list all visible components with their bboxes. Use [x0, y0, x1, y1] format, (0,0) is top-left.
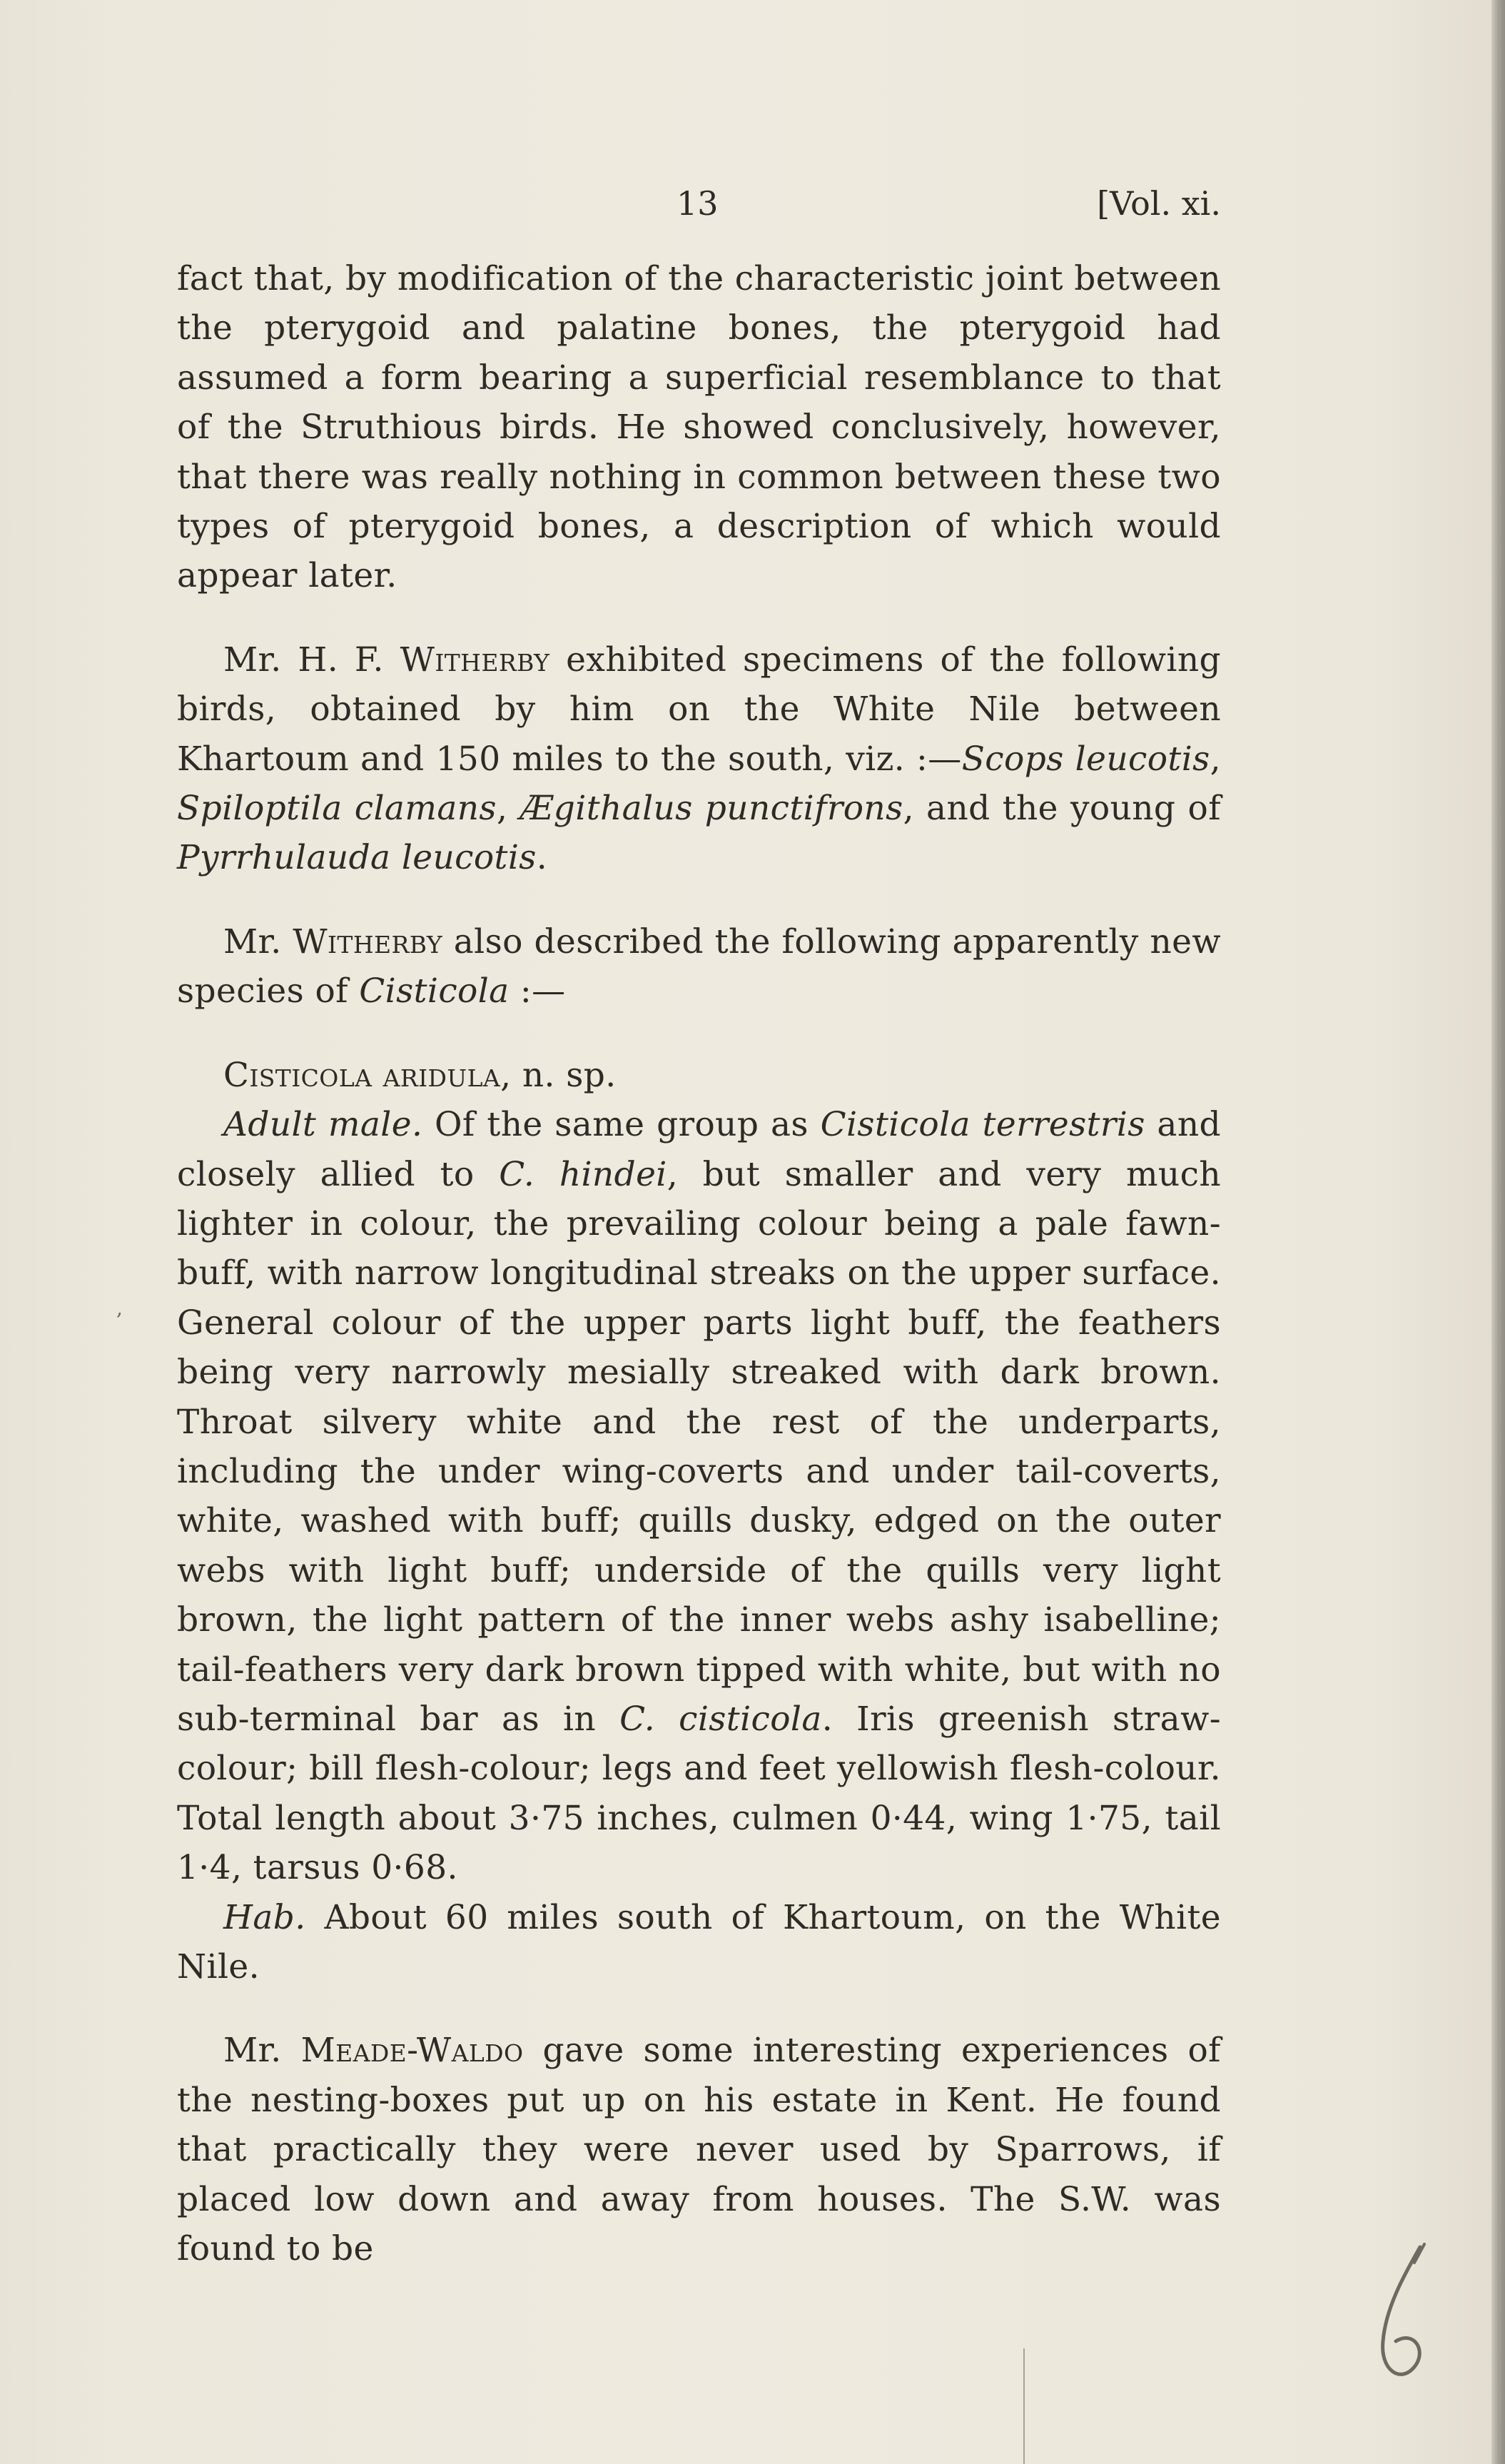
species-name: Ægithalus punctifrons	[520, 789, 903, 829]
text-run: Mr.	[223, 2031, 301, 2071]
species-heading	[177, 1051, 1221, 1100]
text-run: exhibited specimens of the following birds, obtained by him on the White Nile between Khartoum and 150 miles to the south, viz. :—	[177, 640, 1221, 779]
page-body	[177, 254, 1221, 2273]
paragraph-habitat	[177, 1893, 1221, 1992]
text-run: and closely allied to	[177, 1105, 1221, 1194]
species-name: C. cisticola	[619, 1699, 822, 1739]
handwritten-pencil-mark-icon	[1364, 2241, 1443, 2391]
text-run: About 60 miles south of Khartoum, on the White Nile.	[177, 1897, 1221, 1986]
person-name: Meade-Waldo	[300, 2031, 524, 2071]
text-run: Mr.	[223, 922, 293, 961]
person-name: Witherby	[400, 640, 550, 680]
margin-speck: ,	[116, 1296, 123, 1320]
page-edge	[1491, 0, 1505, 2464]
text-run: , n. sp.	[500, 1055, 617, 1095]
text-run: ,	[496, 789, 520, 829]
text-run: .	[536, 838, 548, 878]
text-run: , but smaller and very much lighter in colour, the prevailing colour being a pale fawn-buff, with narrow longitudinal streaks on the upper surface. General colour of the upper parts light buff, the feathers being very narrowly mesially streaked with dark brown. Throat silvery white and the rest of the underparts, including the under wing-coverts and under tail-coverts, white, washed with buff; quills dusky, edged on the outer webs with light buff; underside of the quills very light brown, the light pattern of the inner webs ashy isabelline; tail-feathers very dark brown tipped with white, but with no sub-terminal bar as in	[177, 1154, 1221, 1739]
species-heading-name: Cisticola aridula	[223, 1055, 501, 1095]
text-run: . Iris greenish straw-colour; bill flesh-colour; legs and feet yellowish flesh-colour. Total length about 3·75 inches, culmen 0·44, wing 1·75, tail 1·4, tarsus 0·68.	[177, 1699, 1221, 1888]
text-run: Of the same group as	[422, 1105, 821, 1145]
text-run: Mr. H. F.	[223, 640, 400, 680]
text-run: gave some interesting experiences of the nesting-boxes put up on his estate in Kent. He found that practically they were never used by Sparrows, if placed low down and away from houses. The S.W. was found to be	[177, 2031, 1221, 2269]
habitat-lead: Hab.	[223, 1897, 306, 1937]
paragraph-species-description	[177, 1100, 1221, 1893]
paragraph-nesting-boxes	[177, 2026, 1221, 2273]
genus-name: Cisticola	[359, 971, 510, 1011]
paragraph-witherby-specimens	[177, 635, 1221, 883]
page-number: 13	[677, 184, 719, 223]
paragraph-pterygoid-conclusion: fact that, by modification of the characteristic joint between the pterygoid and palatine bones, the pterygoid had assumed a form bearing a superficial resemblance to that of the Struthious birds. He showed conclusively, however, that there was really nothing in common between these two types of pterygoid bones, a description of which would appear later.	[177, 259, 1221, 596]
running-header	[177, 184, 1221, 227]
species-name: Cisticola terrestris	[820, 1105, 1145, 1145]
species-name: Scops leucotis	[961, 739, 1210, 779]
text-run: also described the following apparently new species of	[177, 922, 1221, 1011]
paper-crease	[1023, 2348, 1025, 2464]
person-name: Witherby	[293, 922, 443, 961]
volume-label: [Vol. xi.	[1097, 184, 1221, 223]
text-run: :—	[509, 971, 566, 1011]
paragraph-new-species-intro	[177, 917, 1221, 1016]
text-run: ,	[1210, 739, 1221, 779]
species-name: Pyrrhulauda leucotis	[177, 838, 537, 878]
species-name: Spiloptila clamans	[177, 789, 497, 829]
text-run: , and the young of	[903, 789, 1221, 829]
description-lead: Adult male.	[223, 1105, 423, 1145]
species-name: C. hindei	[499, 1154, 667, 1194]
